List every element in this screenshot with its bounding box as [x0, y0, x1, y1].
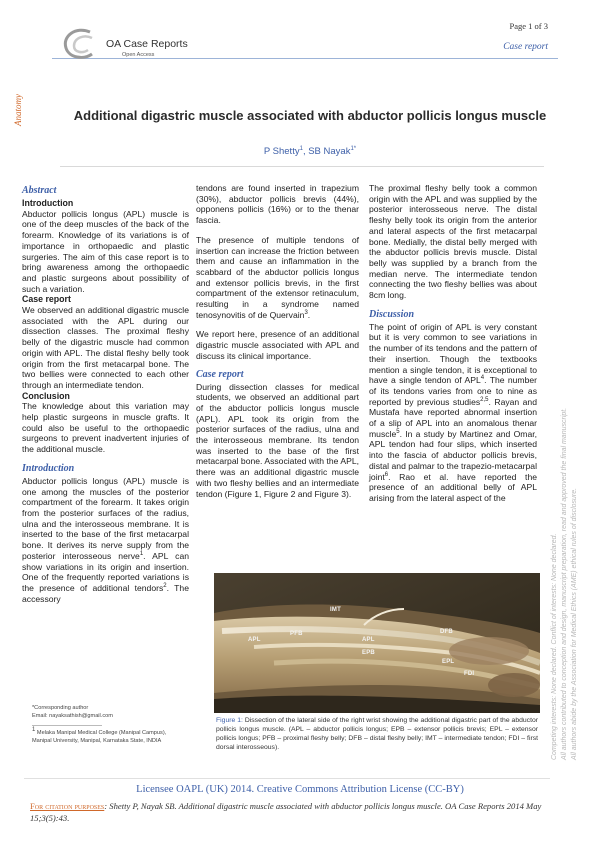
column-2 [196, 183, 359, 508]
figure-label-epl: EPL [442, 659, 455, 665]
figure-label-apl-left: APL [248, 637, 261, 643]
discussion-part: The point of origin of APL is very constant but it is very common to see variations in the number of its tendons and the pattern of their insertion. Though the textbooks mention a single tendon, it is exceptional to have a single tendon of APL [369, 321, 537, 386]
intro-text-c: . The accessory [22, 582, 189, 604]
col2-para2-text: The presence of multiple tendons of insertion can increase the friction between them and cause an inflammation in the scabbard of the abductor pollicis longus and extensor pollicis brevis, in the first compartment of the extensor retinaculum, resulting in a syndrome named tenosynovitis of de Quervain [196, 234, 359, 320]
column-1 [22, 185, 189, 613]
col2-para2 [196, 235, 359, 321]
license-line: Licensee OAPL (UK) 2014. Creative Commons Attribution License (CC-BY) [136, 784, 464, 795]
discussion-part: . Rayan and Mustafa have reported abnormal insertion of a slip of APL into an anomalous thenar muscle [369, 396, 537, 439]
competing-interests: Competing interests: None declared. Conflict of interests: None declared. [551, 533, 558, 760]
discussion-heading: Discussion [369, 308, 415, 320]
col2-para2-end: . [307, 309, 311, 320]
discussion-part: . In a study by Martinez and Omar, APL tendon had four slips, which inserted into the fascia of abductor pollicis brevis, distal and palmar to the trapezio-metacarpal joint [369, 428, 537, 482]
affiliation-mark: 1 [32, 727, 36, 734]
author-name: P Shetty [263, 146, 300, 157]
corresponding-author: *Corresponding author [32, 705, 89, 711]
abstract-intro-heading: Introduction [22, 198, 74, 208]
abstract-intro-text: Abductor pollicis longus (APL) muscle is one of the deep muscles of the back of the forearm. Knowledge of its variations is of importance in orthopaedic and plastic surgeries. The aim of this case report is to bring awareness among the orthopaedic and plastic surgeons about possibility of such a variation. [22, 208, 189, 294]
discussion-part: . The number of its tendons varies from one to nine as reported by previous studies [369, 375, 537, 407]
figure-caption [216, 716, 538, 752]
figure-label-fdi: FDI [464, 671, 475, 677]
citation-ref: 4 [480, 375, 485, 382]
col3-para1: The proximal fleshy belly took a common origin with the APL and was supplied by the posterior interosseous nerve. The distal fleshy belly took its origin from the anterior and lateral aspects of the first metacarpal bone. Medially, the distal belly merged with the abductor pollicis brevis muscle. Distal belly was supplied by a branch from the median nerve. The intermediate tendon connecting the two fleshy bellies was about 8cm long. [369, 183, 537, 301]
citation-ref: 3 [304, 309, 308, 316]
case-report-heading: Case report [196, 368, 244, 380]
column-3 [369, 183, 537, 513]
abstract-case-text: We observed an additional digastric muscle associated with the APL during our dissection classes. The proximal fleshy belly of the digastric muscle had common origin with APL. The distal fleshy belly took origin from the first metacarpal bone. The two bellies were connected to each other through an intermediate tendon. [22, 305, 189, 390]
journal-logo [52, 26, 192, 66]
footnote-rule [32, 725, 102, 726]
author-affil-mark: 1 [299, 145, 303, 152]
citation-label: For citation purposes [30, 801, 105, 811]
affiliation-text: Melaka Manipal Medical College (Manipal Campus), Manipal University, Manipal, Karnataka State, INDIA [32, 730, 167, 744]
logo-subtitle: Open Access [122, 52, 155, 58]
footnote [32, 704, 182, 745]
figure-caption-text: Dissection of the lateral side of the right wrist showing the additional digastric part of the abductor pollicis longus muscle. (APL – abductor pollicis longus; EPB – extensor pollicis brevis; EPL – extensor pollicis longus; PFB – proximal fleshy belly; DFB – distal fleshy belly; IMT – intermediate tendon; FDI – first dorsal interosseous). [216, 717, 539, 751]
footer-rule [24, 778, 550, 779]
logo-title: OA Case Reports [106, 38, 188, 50]
citation-text: : Shetty P, Nayak SB. Additional digastric muscle associated with abductor pollicis longus muscle. OA Case Reports 2014 May 15;3(5):43. [30, 801, 542, 823]
figure-label-pfb: PFB [290, 631, 303, 637]
figure-caption-label: Figure 1: [216, 717, 243, 724]
intro-text-b: . APL can show variations in its origin and insertion. One of the frequently reported variations is the presence of additional tendors [22, 550, 189, 593]
col2-para3: We report here, presence of an additional digastric muscle associated with APL and discuss its clinical importance. [196, 329, 359, 361]
title-rule [60, 166, 544, 167]
case-report-text: During dissection classes for medical students, we observed an additional part of the abductor pollicis longus muscle (APL). APL took its origin from the posterior surfaces of the radius, ulna and the interosseous membrane. Its tendon was inserted to the base of the first metacarpal bone. Associated with the APL, there was an additional digastric muscle with two fleshy bellies and an intermediate tendon (Figure 1, Figure 2 and Figure 3). [196, 381, 359, 499]
introduction-text [22, 476, 189, 604]
discussion-text [369, 322, 537, 504]
figure-label-apl-mid: APL [362, 637, 375, 643]
citation-ref: 2 [163, 583, 167, 590]
citation-ref: 5 [396, 428, 400, 435]
figure-label-dfb: DFB [440, 629, 453, 635]
figure-1 [214, 573, 540, 713]
side-notes [550, 200, 580, 760]
abstract-conclusion-text: The knowledge about this variation may help plastic surgeons in muscle grafts. It could also be useful to the orthopaedic surgeons to prevent inadvertent injuries of the additional muscle. [22, 401, 189, 455]
figure-label-imt: IMT [330, 607, 341, 613]
corresponding-email: Email: nayaksathish@gmail.com [32, 713, 113, 719]
article-title: Additional digastric muscle associated with abductor pollicis longus muscle [73, 108, 547, 123]
citation-ref: 1 [139, 550, 144, 557]
ethics-statement: All authors abide by the Association for Medical Ethics (AME) ethical rules of disclosure. [571, 487, 578, 760]
page-number: Page 1 of 3 [509, 21, 548, 31]
citation-line [30, 800, 550, 824]
intro-text-a: Abductor pollicis longus (APL) muscle is one among the muscles of the posterior compartment of the forearm. It takes origin from the posterior surfaces of the radius, ulna and the interosseous membrane. It is inserted to the base of the first metacarpal bone. It derives its nerve supply from the posterior interosseous nerve [22, 475, 189, 561]
abstract-case-heading: Case report [22, 294, 71, 305]
discussion-part: . Rao et al. have reported the presence of an additional belly of APL arising from the lateral aspect of the [369, 471, 537, 503]
abstract-heading: Abstract [22, 185, 57, 196]
citation-ref: 2,5 [480, 396, 489, 403]
author-contributions: All authors contributed to conception and design, manuscript preparation, read and approved the final manuscript. [561, 407, 568, 760]
article-type: Case report [503, 42, 548, 52]
affiliation [32, 729, 182, 745]
category-label: Anatomy [13, 94, 23, 126]
dissection-photo [214, 573, 540, 713]
author-separator: , SB Nayak [302, 146, 351, 157]
article-authors [60, 146, 560, 157]
figure-label-epb: EPB [362, 650, 375, 656]
citation-ref: 6 [384, 471, 389, 478]
col2-para1: tendons are found inserted in trapezium (30%), abductor pollicis brevis (44%), opponens pollicis (16%) or to the thenar fascia. [196, 183, 359, 226]
logo-mark-icon [62, 28, 102, 64]
author-affil-mark: 1* [350, 145, 357, 152]
introduction-heading: Introduction [22, 462, 75, 474]
abstract-conclusion-heading: Conclusion [22, 390, 70, 401]
